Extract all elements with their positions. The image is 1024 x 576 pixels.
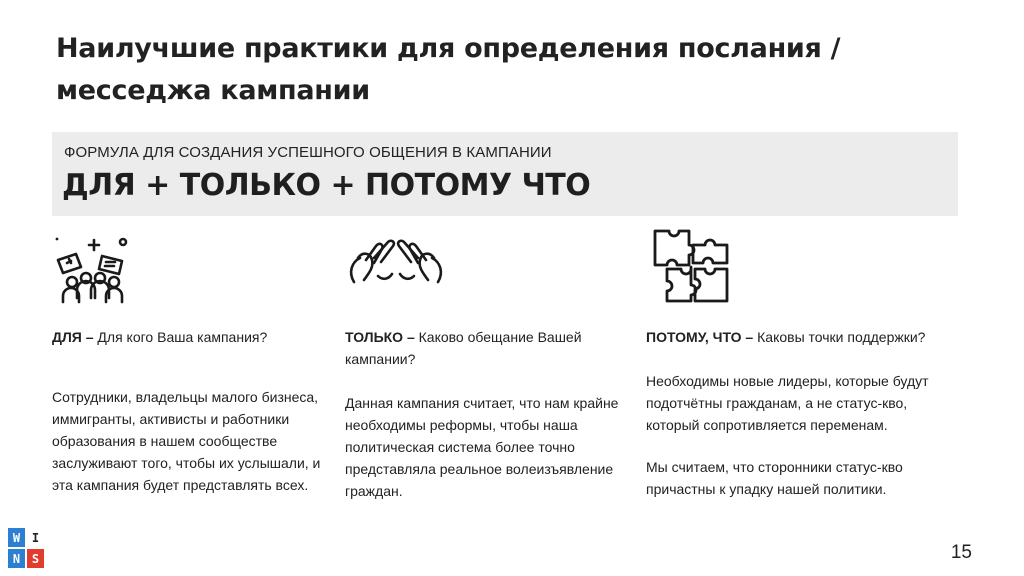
crossed-fingers-hands-icon	[348, 236, 444, 292]
page-number: 15	[950, 542, 972, 563]
column-only-heading: ТОЛЬКО – Каково обещание Вашей кампании?	[345, 329, 582, 367]
column-because-text-1: Необходимы новые лидеры, которые будут подотчётны гражданам, а не статус-кво, который сопротивляется переменам.	[646, 373, 929, 433]
logo-letter-s: S	[27, 549, 44, 568]
logo-letter-w: W	[8, 528, 25, 547]
column-for-text: Сотрудники, владельцы малого бизнеса, иммигранты, активисты и работники образования в нашем сообществе заслуживают того, чтобы их услышали, и эта кампания будет представлять всех.	[52, 389, 321, 493]
logo-letter-n: N	[8, 549, 25, 568]
formula-box	[52, 132, 958, 216]
formula-main: ДЛЯ + ТОЛЬКО + ПОТОМУ ЧТО	[62, 168, 591, 203]
column-because-text-2: Мы считаем, что сторонники статус-кво причастны к упадку нашей политики.	[646, 459, 903, 497]
column-only	[345, 326, 623, 502]
slide-title: Наилучшие практики для определения послания / месседжа кампании	[56, 33, 841, 106]
column-only-text: Данная кампания считает, что нам крайне необходимы реформы, чтобы наша политическая система более точно представляла реальное волеизъявление граждан.	[345, 395, 619, 499]
column-for-heading: ДЛЯ – Для кого Ваша кампания?	[52, 329, 268, 345]
column-for	[52, 326, 332, 496]
wins-logo	[8, 528, 44, 568]
formula-caption: ФОРМУЛА ДЛЯ СОЗДАНИЯ УСПЕШНОГО ОБЩЕНИЯ В КАМПАНИИ	[64, 144, 552, 161]
column-because	[646, 326, 956, 500]
logo-letter-i: I	[27, 528, 44, 547]
puzzle-pieces-icon	[652, 228, 730, 304]
crowd-with-signs-icon	[50, 232, 140, 310]
column-because-heading: ПОТОМУ, ЧТО – Каковы точки поддержки?	[646, 329, 926, 345]
